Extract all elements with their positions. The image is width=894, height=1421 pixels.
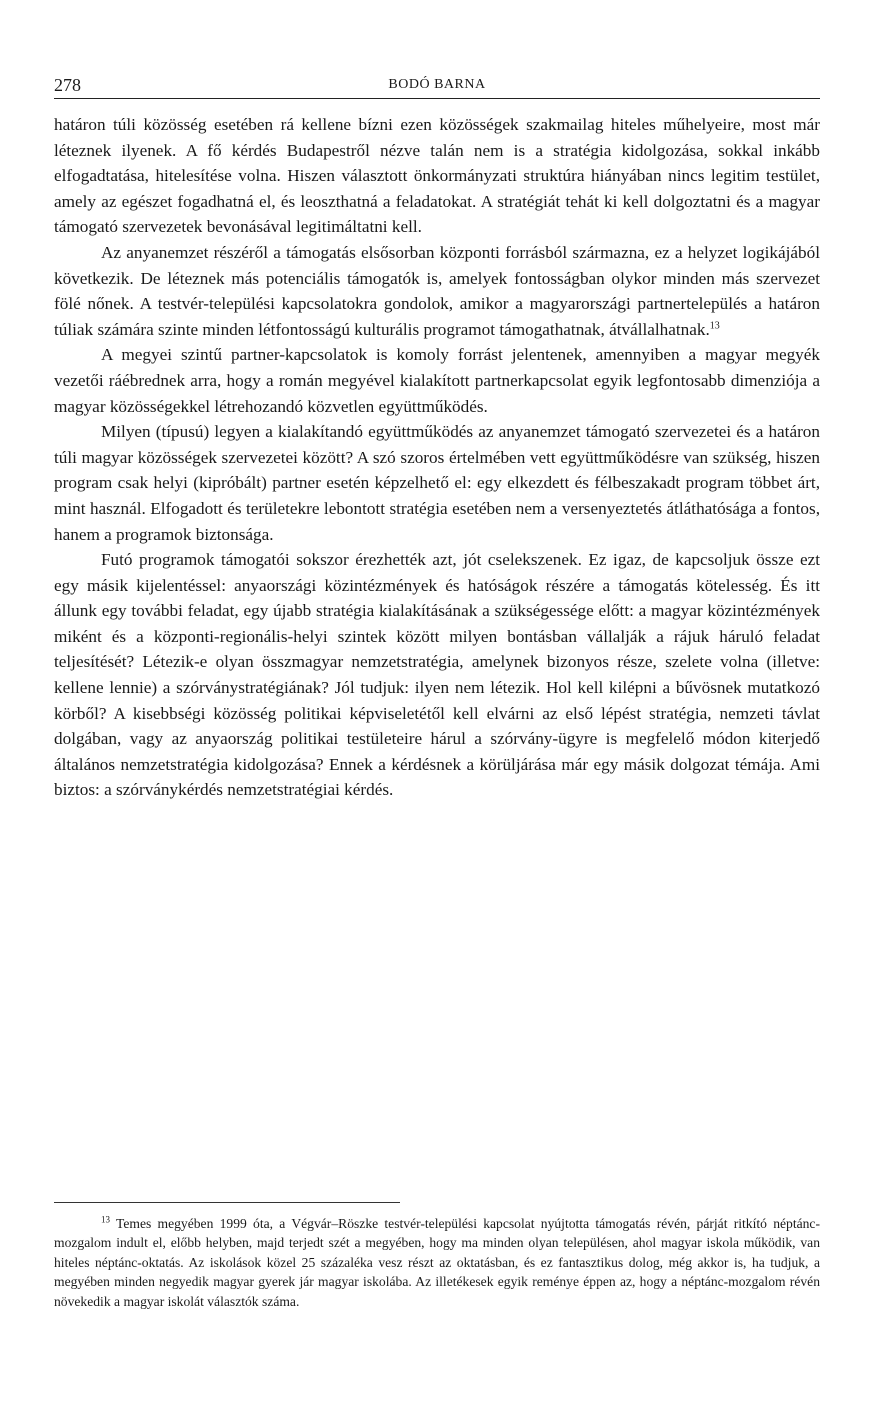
paragraph-text: Milyen (típusú) legyen a kialakítandó együttműködés az anyanemzet támogató szervezetei és a határon túli magyar közösségek szervezetei között? A szó szoros értelmében vett együttműködésre van szükség, hiszen program csak helyi (kipróbált) partner esetén képzelhető el: egy elkezdett és félbeszakadt program többet árt, mint használ. Elfogadott és területekre lebontott stratégia esetében nem a versenyeztetés átláthatósága a fontos, hanem a programok biztonsága. [54,422,820,544]
footnotes [54,1202,820,1311]
paragraph [54,547,820,803]
footnote [54,1214,820,1311]
paragraph [54,240,820,342]
page-number: 278 [54,75,81,95]
body-text [54,112,820,803]
paragraph [54,342,820,419]
footnote-divider [54,1202,400,1203]
footnote-reference[interactable]: 13 [709,320,720,332]
footnote-text: Temes megyében 1999 óta, a Végvár–Röszke testvér-települési kapcsolat nyújtotta támogatás révén, párját ritkító néptánc-mozgalom indult el, előbb helyben, majd terjedt szét a megyében, hogy ma minden olyan településen, ahol magyar iskola működik, van hiteles néptánc-oktatás. Az iskolások közel 25 százaléka vesz részt az oktatásban, és ez fantasztikus dolog, még akkor is, ha tudjuk, a megyében minden negyedik magyar gyerek jár magyar iskolába. Az illetékesek egyik reménye éppen az, hogy a néptánc-mozgalom révén növekedik a magyar iskolát választók száma. [54,1216,820,1309]
paragraph [54,112,820,240]
paragraph-text: Az anyanemzet részéről a támogatás elsősorban központi forrásból származna, ez a helyzet logikájából következik. De léteznek más potenciális támogatók is, amelyek fontosságban olykor minden más szervezet fölé nőnek. A testvér-települési kapcsolatokra gondolok, amikor a magyarországi partnertelepülés a határon túliak számára szinte minden létfontosságú kulturális programot támogathatnak, átvállalhatnak. [54,242,820,339]
paragraph-text: A megyei szintű partner-kapcsolatok is komoly forrást jelentenek, amennyiben a magyar megyék vezetői ráébrednek arra, hogy a román megyével kialakított partnerkapcsolat egyik legfontosabb dimenziója a magyar közösségekkel létrehozandó közvetlen együttműködés. [54,345,820,416]
footnote-number: 13 [101,1214,110,1225]
running-title: BODÓ BARNA [388,77,486,92]
paragraph-text: határon túli közösség esetében rá kellene bízni ezen közösségek szakmailag hiteles műhelyeire, most már léteznek ilyenek. A fő kérdés Budapestről nézve talán nem is a stratégia kidolgozása, sokkal inkább elfogadtatása, hitelesítése volna. Hiszen választott önkormányzati struktúra hiányában nincs legitim testület, amely az egészet fogadhatná el, és leoszthatná a feladatokat. A stratégiát tehát ki kell dolgoztatni és a magyar támogató szervezetek bevonásával legitimáltatni kell. [54,115,820,237]
paragraph-text: Futó programok támogatói sokszor érezhették azt, jót cselekszenek. Ez igaz, de kapcsoljuk össze ezt egy másik kijelentéssel: anyaországi közintézmények és hatóságok részére a támogatás kötelesség. És itt állunk egy további feladat, egy újabb stratégia kialakításának a szükségessége előtt: a magyar közintézmények miként és a központi-regionális-helyi szintek között milyen bontásban vállalják a rájuk háruló feladat teljesítését? Létezik-e olyan összmagyar nemzetstratégia, amelynek bizonyos része, szelete volna (illetve: kellene lennie) a szórványstratégiának? Jól tudjuk: ilyen nem létezik. Hol kell kilépni a bűvösnek mutatkozó körből? A kisebbségi közösség politikai képviseletétől kell elvárni az első lépést stratégia, nemzeti távlat dolgában, vagy az anyaország politikai testületeire hárul a szórvány-ügyre is megfelelő módon kiterjedő általános nemzetstratégia kidolgozása? Ennek a kérdésnek a körüljárása már egy másik dolgozat témája. Ami biztos: a szórványkérdés nemzetstratégiai kérdés. [54,550,820,800]
page [54,72,820,803]
running-header [54,72,820,99]
paragraph [54,419,820,547]
